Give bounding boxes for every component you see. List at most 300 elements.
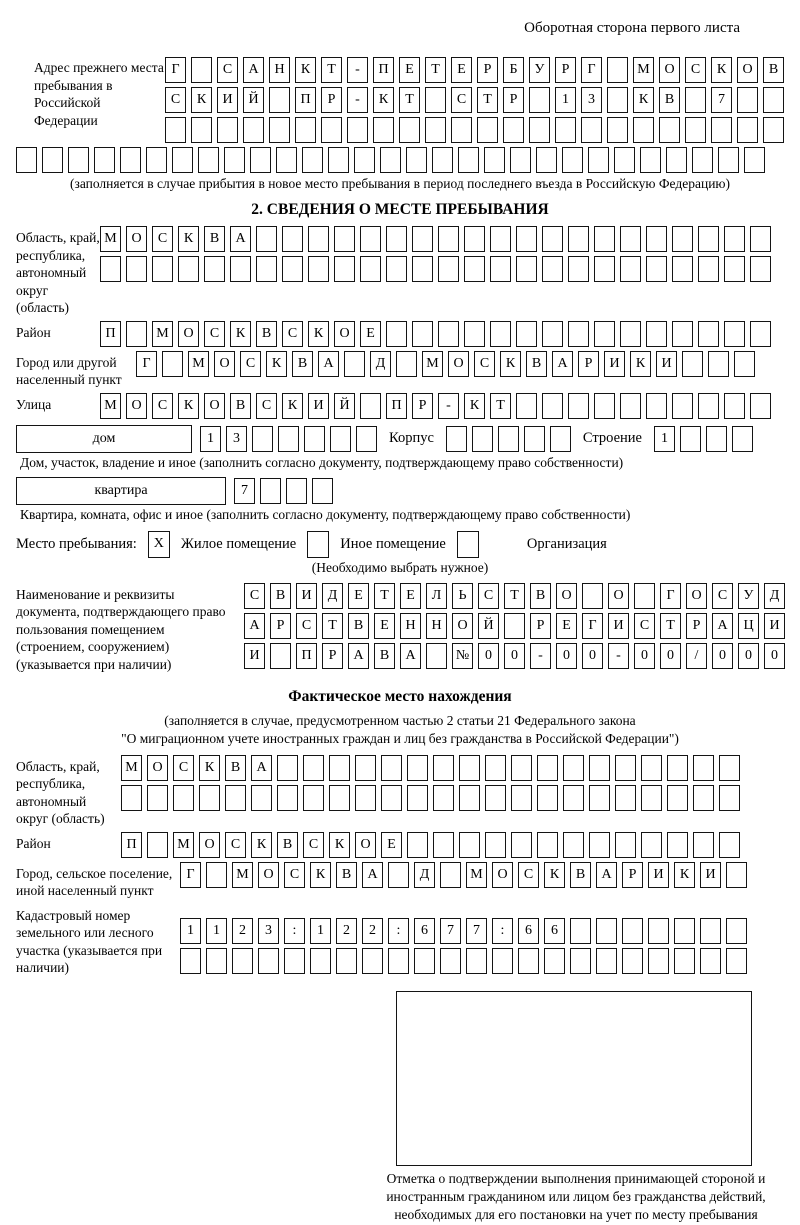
char-box: А [251,755,272,781]
char-box: 0 [764,643,785,669]
char-box: В [570,862,591,888]
char-box: Т [374,583,395,609]
prev-address-row-4 [16,147,784,173]
char-box [708,351,729,377]
char-box [380,147,401,173]
char-box: Р [321,87,342,113]
char-box [594,393,615,419]
char-box: Р [503,87,524,113]
char-box [542,393,563,419]
char-box: С [217,57,238,83]
char-box [588,147,609,173]
char-box [685,117,706,143]
char-box [336,948,357,974]
char-box: О [258,862,279,888]
char-box: О [147,755,168,781]
char-box: 0 [738,643,759,669]
char-box [516,321,537,347]
char-box [451,117,472,143]
street-label: Улица [16,396,52,412]
char-box: С [284,862,305,888]
char-box: В [374,643,395,669]
char-box [277,785,298,811]
char-box [347,117,368,143]
char-box [412,256,433,282]
char-box [667,755,688,781]
char-box [407,832,428,858]
char-box [42,147,63,173]
region-row-1 [100,226,771,252]
char-box: К [544,862,565,888]
prev-address-block [16,57,784,143]
char-box [563,755,584,781]
char-box: О [355,832,376,858]
char-box: Р [622,862,643,888]
char-box: С [152,393,173,419]
char-box: Е [381,832,402,858]
street-row [100,393,771,419]
char-box: 2 [232,918,253,944]
stroenie-row [654,426,753,452]
char-box: А [230,226,251,252]
char-box [615,832,636,858]
char-box: : [492,918,513,944]
char-box [276,147,297,173]
char-box: Д [414,862,435,888]
char-box [100,256,121,282]
actual-settlement-row [180,862,747,888]
char-box [446,426,467,452]
char-box [433,832,454,858]
char-box [744,147,765,173]
char-box [381,785,402,811]
char-box [698,321,719,347]
char-box: Р [477,57,498,83]
district-row [100,321,771,347]
char-box: Г [582,613,603,639]
char-box [224,147,245,173]
stay-checkbox-organization [457,531,479,558]
char-box [490,256,511,282]
char-box [278,426,299,452]
char-box [516,226,537,252]
char-box: И [604,351,625,377]
char-box: С [240,351,261,377]
district-label: Район [16,324,51,340]
char-box [126,321,147,347]
char-box: О [199,832,220,858]
char-box: Й [243,87,264,113]
char-box [303,755,324,781]
char-box [329,785,350,811]
stay-note: (Необходимо выбрать нужное) [311,559,489,575]
char-box [504,613,525,639]
char-box: П [100,321,121,347]
house-number-row [200,426,377,452]
char-box [726,918,747,944]
char-box: О [448,351,469,377]
stay-type-field [16,531,784,558]
char-box: С [204,321,225,347]
char-box: Т [660,613,681,639]
char-box [260,478,281,504]
char-box: В [256,321,277,347]
char-box: А [348,643,369,669]
char-box [719,832,740,858]
char-box [620,256,641,282]
char-box: Д [764,583,785,609]
char-box [615,785,636,811]
prev-address-label: Адрес прежнего места пребывания в Российской Федерации [34,60,164,128]
char-box [433,755,454,781]
char-box: Т [477,87,498,113]
char-box [270,643,291,669]
char-box: С [518,862,539,888]
char-box [251,785,272,811]
cadastral-field [16,904,784,977]
char-box [550,426,571,452]
char-box: В [526,351,547,377]
char-box [750,393,771,419]
char-box [594,256,615,282]
char-box [438,226,459,252]
char-box: М [466,862,487,888]
char-box: И [244,643,265,669]
char-box: Д [322,583,343,609]
char-box [719,785,740,811]
char-box: Р [578,351,599,377]
char-box [256,226,277,252]
char-box: И [296,583,317,609]
char-box [516,393,537,419]
char-box: К [674,862,695,888]
char-box [641,785,662,811]
char-box: В [225,755,246,781]
actual-note-line1: (заполняется в случае, предусмотренном частью 2 статьи 21 Федерального закона [164,712,636,728]
char-box [490,226,511,252]
char-box: С [451,87,472,113]
char-box [484,147,505,173]
char-box: М [422,351,443,377]
char-box [388,948,409,974]
char-box: Т [504,583,525,609]
char-box: В [230,393,251,419]
char-box: : [388,918,409,944]
char-box: Л [426,583,447,609]
char-box [568,321,589,347]
char-box: И [700,862,721,888]
char-box [622,948,643,974]
stay-checkbox-residential: X [148,531,170,558]
char-box [562,147,583,173]
char-box: А [318,351,339,377]
char-box: У [529,57,550,83]
char-box [303,785,324,811]
char-box [472,426,493,452]
char-box [750,226,771,252]
char-box [596,948,617,974]
char-box [250,147,271,173]
char-box [594,321,615,347]
char-box: О [452,613,473,639]
char-box [693,832,714,858]
char-box [672,321,693,347]
char-box [217,117,238,143]
char-box [466,948,487,974]
char-box: - [530,643,551,669]
char-box: 7 [234,478,255,504]
char-box [459,785,480,811]
char-box: Е [399,57,420,83]
char-box: П [295,87,316,113]
actual-region-field [16,755,784,828]
char-box [589,832,610,858]
stay-checkbox-other [307,531,329,558]
char-box: К [178,226,199,252]
char-box [537,785,558,811]
stamp-section [374,991,778,1225]
char-box [570,918,591,944]
char-box [438,321,459,347]
char-box [204,256,225,282]
char-box: К [308,321,329,347]
char-box: М [100,226,121,252]
char-box [407,785,428,811]
char-box [440,948,461,974]
char-box [162,351,183,377]
char-box [396,351,417,377]
char-box [304,426,325,452]
char-box: / [686,643,707,669]
char-box [589,785,610,811]
char-box: 7 [440,918,461,944]
char-box [191,117,212,143]
char-box: Е [348,583,369,609]
char-box [498,426,519,452]
char-box: Т [321,57,342,83]
char-box [726,862,747,888]
char-box [425,117,446,143]
char-box [433,785,454,811]
char-box: М [152,321,173,347]
char-box [360,256,381,282]
char-box: Г [136,351,157,377]
char-box [700,918,721,944]
char-box: К [199,755,220,781]
char-box: 1 [310,918,331,944]
char-box: Е [360,321,381,347]
char-box [693,785,714,811]
char-box [302,147,323,173]
char-box: В [348,613,369,639]
stay-option-residential-label: Жилое помещение [180,535,297,552]
char-box [225,785,246,811]
char-box: С [225,832,246,858]
char-box: П [296,643,317,669]
char-box [750,256,771,282]
char-box: 0 [634,643,655,669]
char-box [633,117,654,143]
char-box [596,918,617,944]
char-box [386,321,407,347]
char-box: 0 [660,643,681,669]
char-box: С [256,393,277,419]
apartment-field [16,477,784,505]
char-box: 6 [544,918,565,944]
actual-district-label: Район [16,835,51,851]
char-box [685,87,706,113]
char-box [529,117,550,143]
char-box: О [492,862,513,888]
char-box [432,147,453,173]
char-box [438,256,459,282]
char-box: П [386,393,407,419]
char-box: - [438,393,459,419]
char-box [511,755,532,781]
char-box [524,426,545,452]
char-box [329,755,350,781]
char-box [282,226,303,252]
char-box: Й [478,613,499,639]
char-box [373,117,394,143]
char-box [622,918,643,944]
char-box: Й [334,393,355,419]
char-box: К [310,862,331,888]
char-box: 1 [206,918,227,944]
char-box [360,226,381,252]
char-box: П [121,832,142,858]
char-box [516,256,537,282]
char-box: Е [374,613,395,639]
char-box [659,117,680,143]
char-box: К [633,87,654,113]
char-box: О [686,583,707,609]
char-box: 0 [582,643,603,669]
char-box: Р [555,57,576,83]
char-box: К [266,351,287,377]
char-box [563,832,584,858]
char-box [178,256,199,282]
char-box [206,862,227,888]
char-box: К [191,87,212,113]
char-box [750,321,771,347]
char-box [682,351,703,377]
char-box [180,948,201,974]
char-box [724,321,745,347]
char-box [412,321,433,347]
char-box: : [284,918,305,944]
char-box [698,226,719,252]
char-box [672,256,693,282]
char-box: В [530,583,551,609]
char-box [386,226,407,252]
char-box: О [737,57,758,83]
char-box: М [121,755,142,781]
char-box: 3 [258,918,279,944]
actual-settlement-field [16,862,784,900]
document-row-3 [244,643,785,669]
char-box: Т [490,393,511,419]
char-box: С [152,226,173,252]
char-box: В [292,351,313,377]
char-box [485,785,506,811]
char-box [386,256,407,282]
char-box [256,256,277,282]
char-box [706,426,727,452]
char-box [542,226,563,252]
char-box [666,147,687,173]
char-box [477,117,498,143]
char-box [269,87,290,113]
char-box [544,948,565,974]
char-box [282,256,303,282]
stay-option-organization-label: Организация [526,535,607,552]
stay-option-other-label: Иное помещение [340,535,446,552]
char-box: Н [426,613,447,639]
char-box: Н [400,613,421,639]
char-box [458,147,479,173]
char-box: № [452,643,473,669]
char-box [646,393,667,419]
char-box [542,321,563,347]
char-box [407,755,428,781]
char-box [243,117,264,143]
char-box: 7 [711,87,732,113]
char-box [734,351,755,377]
city-row [136,351,755,377]
char-box [674,918,695,944]
actual-region-label: Область, край, республика, автономный округ (область) [16,758,105,827]
char-box [537,755,558,781]
char-box: - [608,643,629,669]
char-box [381,755,402,781]
char-box: С [478,583,499,609]
char-box [412,226,433,252]
char-box [641,755,662,781]
char-box: 2 [362,918,383,944]
apartment-row [234,478,333,504]
char-box [711,117,732,143]
char-box: Г [660,583,681,609]
char-box [414,948,435,974]
char-box: С [685,57,706,83]
actual-note-line2: "О миграционном учете иностранных граждан и лиц без гражданства в Российской Федерации") [121,730,679,746]
char-box: 0 [556,643,577,669]
char-box [700,948,721,974]
char-box [492,948,513,974]
char-box: К [711,57,732,83]
char-box: С [296,613,317,639]
char-box [732,426,753,452]
char-box [763,117,784,143]
stroenie-label: Строение [582,430,642,447]
char-box [173,785,194,811]
char-box: 0 [712,643,733,669]
char-box [146,147,167,173]
char-box [356,426,377,452]
char-box [485,755,506,781]
char-box: 6 [414,918,435,944]
char-box [344,351,365,377]
char-box [510,147,531,173]
char-box [459,755,480,781]
apartment-label-box: квартира [16,477,226,505]
prev-address-row-2 [165,87,784,113]
char-box [563,785,584,811]
char-box [692,147,713,173]
char-box [537,832,558,858]
char-box [252,426,273,452]
